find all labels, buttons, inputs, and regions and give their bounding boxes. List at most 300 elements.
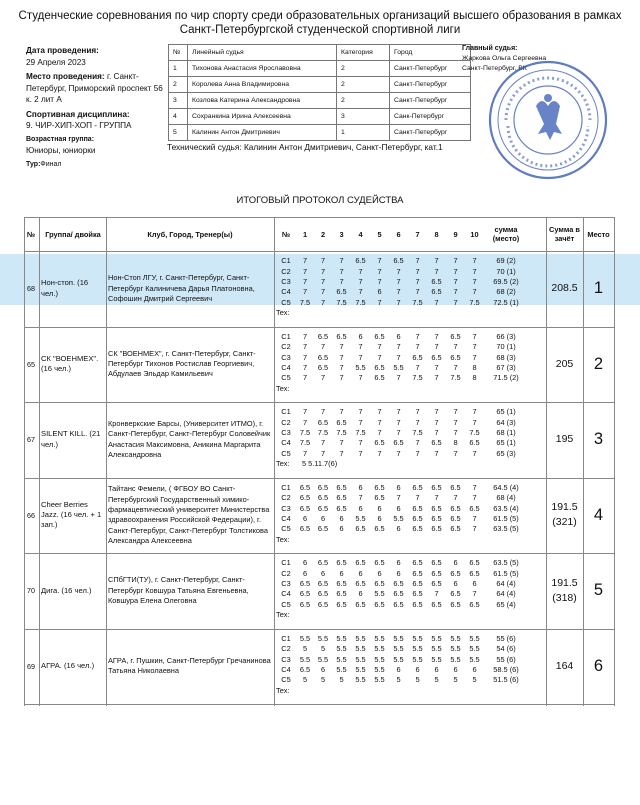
- judge-score: 7: [415, 342, 420, 352]
- judge-score: 6.5: [412, 503, 423, 513]
- judge-score: 7: [472, 342, 477, 352]
- score-row: [276, 438, 528, 448]
- judge-score: 7: [377, 417, 382, 427]
- judge-score: 7: [302, 417, 308, 427]
- judge-score: 5.5: [317, 654, 329, 664]
- judge-score: 6.5: [450, 599, 461, 609]
- judge-name: Сохранкина Ирина Алексеевна: [188, 109, 337, 125]
- judge-score: 5.5: [336, 633, 347, 643]
- judge-score: 6.5: [317, 417, 329, 427]
- judge-score: 7: [472, 448, 477, 458]
- judge-score: 6.5: [299, 599, 311, 609]
- table-column-rule: [274, 217, 275, 706]
- judge-score: 7: [358, 287, 363, 297]
- criterion-code: C2: [281, 568, 291, 578]
- col-header-judge: 7: [415, 229, 420, 239]
- table-column-rule: [614, 217, 615, 706]
- judge-score: 7: [339, 277, 344, 287]
- criterion-code: C1: [281, 558, 291, 568]
- score-row: [276, 373, 528, 383]
- judge-score: 5.5: [355, 675, 366, 685]
- judge-score: 5.5: [374, 675, 385, 685]
- team-group: Нон-стоп. (16 чел.): [41, 278, 89, 298]
- col-header-judge: 1: [302, 229, 308, 239]
- col-header-sum: сумма (место): [492, 225, 520, 243]
- judge-score: 8: [453, 438, 458, 448]
- table-column-rule: [39, 217, 40, 706]
- judge-score: 6.5: [299, 524, 311, 534]
- judge-score: 6.5: [431, 482, 442, 492]
- judge-score: 5.5: [393, 654, 404, 664]
- criterion-sum: 64 (4): [496, 589, 516, 599]
- judge-score: 6.5: [336, 417, 347, 427]
- discipline-label: Спортивная дисциплина:: [26, 109, 130, 119]
- judge-score: 7: [396, 407, 401, 417]
- judge-score: 6.5: [431, 568, 442, 578]
- team-number: 70: [27, 586, 35, 596]
- judge-num: 3: [169, 93, 188, 109]
- judge-score: 7: [472, 493, 477, 503]
- judge-score: 6.5: [317, 331, 329, 341]
- judges-header-city: Город: [390, 45, 471, 61]
- judge-score: 7: [434, 448, 439, 458]
- judge-score: 7: [434, 417, 439, 427]
- criterion-code: C1: [281, 482, 291, 492]
- judge-score: 6.5: [317, 524, 329, 534]
- judge-score: 6.5: [450, 352, 461, 362]
- judges-header-row: [169, 45, 471, 61]
- judge-score: 7: [320, 438, 326, 448]
- judge-score: 7: [396, 448, 401, 458]
- judge-score: 7: [472, 417, 477, 427]
- judge-row: [169, 77, 471, 93]
- criterion-sum: 55 (6): [496, 633, 516, 643]
- team-total: 208.5: [551, 282, 578, 295]
- judge-score: 6: [415, 664, 420, 674]
- criterion-sum: 54 (6): [496, 644, 516, 654]
- results-table: [24, 217, 614, 706]
- criterion-sum: 65 (3): [496, 448, 516, 458]
- judge-score: 7.5: [412, 428, 423, 438]
- criterion-sum: 55 (6): [496, 654, 516, 664]
- judge-score: 7: [320, 373, 326, 383]
- team-number: 66: [27, 510, 35, 520]
- judge-score: 6.5: [374, 362, 385, 372]
- judge-score: 6.5: [412, 579, 423, 589]
- judge-score: 6: [320, 568, 326, 578]
- judge-score: 6.5: [317, 589, 329, 599]
- criterion-code: C4: [281, 438, 291, 448]
- judge-score: 6: [453, 664, 458, 674]
- criterion-sum: 68 (3): [496, 352, 516, 362]
- judge-score: 6: [358, 568, 363, 578]
- judge-score: 5.5: [374, 644, 385, 654]
- criterion-code: C5: [281, 297, 291, 307]
- criterion-sum: 70 (1): [496, 266, 516, 276]
- criterion-code: C5: [281, 524, 291, 534]
- judge-score: 7: [320, 256, 326, 266]
- judge-score: 6.5: [412, 558, 423, 568]
- judge-score: 5.5: [317, 633, 329, 643]
- judge-score: 5.5: [355, 644, 366, 654]
- team-group: АГРА. (16 чел.): [41, 661, 95, 671]
- judge-score: 5.5: [355, 362, 366, 372]
- judge-score: 6.5: [299, 589, 311, 599]
- discipline-value: 9. ЧИР-ХИП-ХОП - ГРУППА: [26, 121, 132, 130]
- judge-score: 6.5: [299, 503, 311, 513]
- judge-score: 7.5: [355, 428, 366, 438]
- judge-score: 6.5: [469, 558, 480, 568]
- judge-score: 5.5: [450, 654, 461, 664]
- judge-score: 6.5: [450, 589, 461, 599]
- score-row: [276, 589, 528, 599]
- judge-score: 6.5: [336, 558, 347, 568]
- team-place: 1: [593, 279, 604, 298]
- team-club: СПбГТИ(ТУ), г. Санкт-Петербург, Санкт-Петербург Ковшура Татьяна Евгеньевна, Ковшура Елена Олеговна: [108, 575, 249, 605]
- judge-score: 7: [358, 417, 363, 427]
- judge-score: 6.5: [336, 589, 347, 599]
- judge-score: 6: [396, 331, 401, 341]
- team-scores: [276, 558, 546, 628]
- judge-score: 6.5: [374, 438, 385, 448]
- judge-score: 6.5: [299, 493, 311, 503]
- criterion-code: C3: [281, 352, 291, 362]
- judge-score: 7: [453, 428, 458, 438]
- judge-score: 6: [358, 331, 363, 341]
- judge-score: 6: [377, 287, 382, 297]
- col-header-place: Место: [587, 229, 610, 239]
- team-club: Нон-Стоп ЛГУ, г. Санкт-Петербург, Санкт-Петербург Калиничева Дарья Платоновна, Софошин Дмитрий Сергеевич: [108, 273, 255, 303]
- criterion-code: C4: [281, 664, 291, 674]
- col-header-judge: 9: [453, 229, 458, 239]
- judge-score: 7: [377, 277, 382, 287]
- judge-score: 5.5: [412, 654, 423, 664]
- score-row: [276, 579, 528, 589]
- judge-score: 6.5: [374, 482, 385, 492]
- judge-score: 7: [434, 331, 439, 341]
- criterion-code: C4: [281, 287, 291, 297]
- judge-score: 6.5: [355, 256, 366, 266]
- col-header-judge: 8: [434, 229, 439, 239]
- criterion-code: C5: [281, 599, 291, 609]
- judge-score: 7: [377, 352, 382, 362]
- judge-score: 7: [453, 342, 458, 352]
- judge-score: 7: [415, 493, 420, 503]
- judge-score: 7: [302, 256, 308, 266]
- score-row: [276, 449, 528, 459]
- judge-score: 6.5: [431, 438, 442, 448]
- judge-score: 5.5: [431, 633, 442, 643]
- judge-score: 7: [453, 256, 458, 266]
- team-total: 195: [555, 433, 574, 446]
- judge-name: Королева Анна Владимировна: [188, 77, 337, 93]
- judge-score: 7: [453, 266, 458, 276]
- team-number: 69: [27, 661, 35, 671]
- judge-score: 5.5: [469, 654, 480, 664]
- criterion-code: C3: [281, 579, 291, 589]
- score-row: [276, 417, 528, 427]
- judge-score: 6: [396, 568, 401, 578]
- criterion-code: C3: [281, 277, 291, 287]
- judge-score: 6: [358, 503, 363, 513]
- judge-score: 6.5: [431, 503, 442, 513]
- judge-score: 6.5: [431, 277, 442, 287]
- judge-score: 5.5: [469, 644, 480, 654]
- team-group: Cheer Berries Jazz. (16 чел. + 1 зап.): [41, 499, 102, 530]
- judge-score: 6: [453, 579, 458, 589]
- judge-score: 7: [453, 448, 458, 458]
- tech-label: Tex:: [276, 459, 290, 469]
- judge-score: 7: [453, 407, 458, 417]
- judge-score: 6: [396, 482, 401, 492]
- tech-label: Tex:: [276, 685, 290, 695]
- judge-score: 6: [396, 558, 401, 568]
- judge-score: 6: [320, 513, 326, 523]
- judge-score: 5.5: [431, 654, 442, 664]
- criterion-sum: 68 (2): [496, 287, 516, 297]
- judge-score: 6.5: [431, 513, 442, 523]
- judge-score: 7: [434, 493, 439, 503]
- table-row-rule: [24, 704, 614, 705]
- judge-score: 7.5: [469, 428, 480, 438]
- judge-score: 7: [472, 277, 477, 287]
- judge-score: 5.5: [336, 644, 347, 654]
- score-row: [276, 675, 528, 685]
- judge-score: 6.5: [431, 599, 442, 609]
- judge-score: 6.5: [469, 438, 480, 448]
- judge-score: 7: [302, 448, 308, 458]
- criterion-code: C2: [281, 342, 291, 352]
- score-row: [276, 665, 528, 675]
- judge-score: 7: [377, 342, 382, 352]
- judge-score: 7: [302, 287, 308, 297]
- score-row: [276, 654, 528, 664]
- criterion-code: C2: [281, 644, 291, 654]
- judge-score: 7: [339, 352, 344, 362]
- judge-score: 7: [434, 428, 439, 438]
- criterion-sum: 63.5 (5): [493, 524, 519, 534]
- judge-score: 7: [472, 482, 477, 492]
- judge-score: 6.5: [469, 568, 480, 578]
- judge-city: Санкт-Петербург: [390, 93, 471, 109]
- judge-score: 5.5: [374, 664, 385, 674]
- criterion-code: C1: [281, 633, 291, 643]
- judge-score: 7: [339, 266, 344, 276]
- score-row: [276, 558, 528, 568]
- judges-header-num: №: [169, 45, 188, 61]
- judge-score: 6.5: [355, 599, 366, 609]
- judge-score: 5: [302, 644, 308, 654]
- score-row: [276, 298, 528, 308]
- judge-score: 5.5: [299, 654, 311, 664]
- team-scores: [276, 407, 546, 477]
- judge-score: 5: [302, 675, 308, 685]
- judge-score: 7: [434, 297, 439, 307]
- judge-score: 7: [358, 352, 363, 362]
- judge-score: 7: [396, 493, 401, 503]
- score-row: [276, 428, 528, 438]
- criterion-sum: 65 (1): [496, 407, 516, 417]
- team-scores: [276, 332, 546, 402]
- judge-score: 6: [302, 568, 308, 578]
- judge-score: 7: [396, 373, 401, 383]
- tour-value: Финал: [40, 160, 62, 168]
- judge-city: Санкт-Петербург: [390, 61, 471, 77]
- judge-score: 7: [396, 277, 401, 287]
- title-line-1: Студенческие соревнования по чир спорту среди образовательных организаций высшего образования в рамках: [18, 10, 622, 22]
- judge-score: 7: [339, 362, 344, 372]
- team-group: SILENT KILL. (21 чел.): [41, 429, 101, 449]
- judge-score: 6.5: [317, 579, 329, 589]
- judge-score: 7: [453, 417, 458, 427]
- judge-row: [169, 109, 471, 125]
- judge-score: 7: [434, 589, 439, 599]
- judge-score: 6: [434, 664, 439, 674]
- judge-city: Санк-Петербург: [390, 109, 471, 125]
- criterion-sum: 71.5 (2): [493, 373, 519, 383]
- age-label: Возрастная группа:: [26, 135, 95, 143]
- score-row: [276, 332, 528, 342]
- judge-score: 6.5: [450, 524, 461, 534]
- judge-row: [169, 93, 471, 109]
- judge-score: 7: [472, 256, 477, 266]
- judge-score: 7: [472, 266, 477, 276]
- judge-score: 7.5: [299, 297, 311, 307]
- judge-score: 6.5: [374, 331, 385, 341]
- age-value: Юниоры, юниорки: [26, 146, 96, 155]
- col-header-judge: 4: [358, 229, 363, 239]
- judge-category: 3: [337, 109, 390, 125]
- document-title: [10, 9, 630, 37]
- judge-score: 5: [396, 675, 401, 685]
- judge-score: 7: [302, 373, 308, 383]
- judge-score: 7: [434, 373, 439, 383]
- judge-score: 7: [302, 331, 308, 341]
- judge-score: 6.5: [450, 482, 461, 492]
- judge-score: 6: [396, 664, 401, 674]
- judge-score: 5.5: [355, 633, 366, 643]
- judge-score: 7: [453, 297, 458, 307]
- judge-score: 6.5: [374, 524, 385, 534]
- team-club: АГРА, г. Пушкин, Санкт-Петербург Гречанинова Татьяна Николаевна: [108, 655, 271, 676]
- judge-score: 7: [453, 287, 458, 297]
- judge-score: 6.5: [317, 558, 329, 568]
- score-row: [276, 266, 528, 276]
- criterion-sum: 61.5 (5): [493, 513, 519, 523]
- judge-score: 5.5: [393, 362, 404, 372]
- score-row: [276, 503, 528, 513]
- judge-score: 7.5: [299, 438, 311, 448]
- chief-name: Жаркова Ольга Сергеевна: [462, 55, 547, 62]
- score-row: [276, 363, 528, 373]
- judge-score: 5.5: [469, 633, 480, 643]
- judge-score: 7.5: [412, 373, 423, 383]
- col-header-no: №: [281, 229, 291, 239]
- judge-score: 6.5: [299, 664, 311, 674]
- judge-name: Тихонова Анастасия Ярославовна: [188, 61, 337, 77]
- judge-score: 6.5: [431, 524, 442, 534]
- tech-deductions: 5 5.11.7(6): [302, 459, 338, 469]
- judge-score: 7: [415, 362, 420, 372]
- judge-score: 7: [339, 407, 344, 417]
- criterion-code: C2: [281, 493, 291, 503]
- judge-score: 7: [415, 417, 420, 427]
- judge-score: 6: [302, 513, 308, 523]
- criterion-code: C4: [281, 513, 291, 523]
- criterion-sum: 64.5 (4): [493, 482, 519, 492]
- judge-category: 2: [337, 61, 390, 77]
- criterion-sum: 68 (1): [496, 428, 516, 438]
- team-number: 65: [27, 359, 35, 369]
- judge-score: 7: [396, 352, 401, 362]
- judge-score: 7: [377, 266, 382, 276]
- judge-score: 6.5: [374, 558, 385, 568]
- judge-category: 1: [337, 125, 390, 141]
- judge-row: [169, 125, 471, 141]
- judge-score: 7: [377, 428, 382, 438]
- tech-label: Tex:: [276, 610, 290, 620]
- judge-score: 7: [358, 277, 363, 287]
- judge-score: 7: [415, 277, 420, 287]
- official-stamp-seal: [486, 58, 610, 182]
- judge-score: 7: [320, 287, 326, 297]
- tech-row: [276, 686, 422, 696]
- judge-score: 5: [434, 675, 439, 685]
- team-place: 6: [593, 656, 604, 675]
- judge-score: 6.5: [412, 524, 423, 534]
- judge-score: 7: [339, 438, 344, 448]
- team-number: 68: [27, 284, 35, 294]
- criterion-code: C3: [281, 654, 291, 664]
- judge-score: 7: [415, 266, 420, 276]
- judge-score: 7: [472, 331, 477, 341]
- table-column-rule: [106, 217, 107, 706]
- technical-judge: Технический судья: Калинин Антон Дмитриевич, Санкт-Петербург, кат.1: [167, 142, 443, 152]
- criterion-sum: 67 (3): [496, 362, 516, 372]
- judge-score: 7.5: [336, 297, 347, 307]
- judge-score: 7: [434, 256, 439, 266]
- judge-category: 2: [337, 93, 390, 109]
- judge-city: Санкт-Петербург: [390, 77, 471, 93]
- judge-score: 7: [472, 513, 477, 523]
- criterion-sum: 51.5 (6): [493, 675, 519, 685]
- criterion-code: C1: [281, 331, 291, 341]
- team-club: Кронверкские Барсы, (Университет ИТМО), г. Санкт-Петербург, Санкт-Петербург Соловейчик Анастасия Максимовна, Аникина Маргарита Александровна: [108, 419, 271, 460]
- judge-score: 6.5: [450, 331, 461, 341]
- judge-score: 7: [358, 373, 363, 383]
- date-label: Дата проведения:: [26, 46, 99, 55]
- judge-score: 5.5: [393, 633, 404, 643]
- judge-score: 7: [434, 407, 439, 417]
- judge-score: 7: [320, 266, 326, 276]
- judge-score: 7: [434, 362, 439, 372]
- judge-score: 6.5: [317, 482, 329, 492]
- judge-score: 7.5: [469, 297, 480, 307]
- judge-city: Санкт-Петербург: [390, 125, 471, 141]
- judges-header-name: Линейный судья: [188, 45, 337, 61]
- criterion-code: C2: [281, 417, 291, 427]
- judge-score: 7: [377, 297, 382, 307]
- score-row: [276, 407, 528, 417]
- criterion-sum: 69 (2): [496, 256, 516, 266]
- tour-label: Тур:: [26, 160, 41, 168]
- judge-score: 7: [302, 362, 308, 372]
- event-meta: [26, 45, 166, 170]
- judge-score: 7.5: [299, 428, 311, 438]
- tech-row: [276, 535, 422, 545]
- judge-score: 6.5: [374, 373, 385, 383]
- judge-score: 7: [453, 493, 458, 503]
